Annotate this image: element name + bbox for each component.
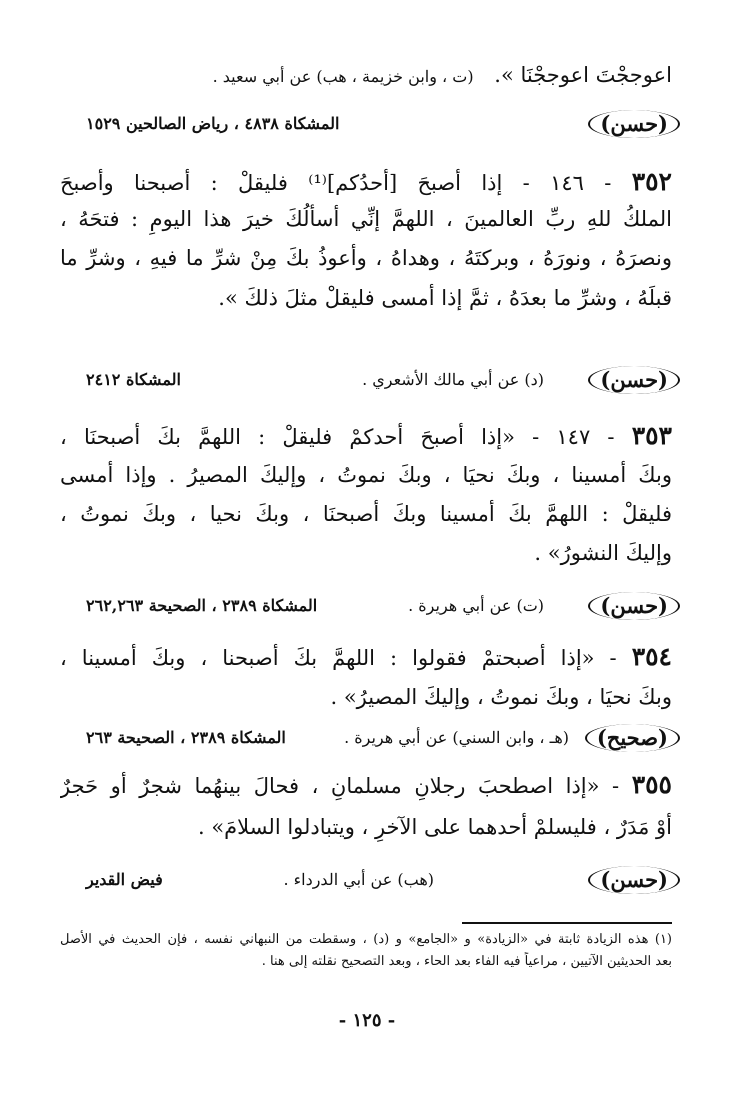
hadith-citation: (هب) عن أبي الدرداء . [283,870,434,889]
hadith-353-line-3: فليقلْ : اللهمَّ بكَ أمسينا وبكَ أصبحنَا ، وبكَ نحيا ، وبكَ نموتُ ، [60,502,672,526]
hadith-number: ٣٥٤ [631,642,672,671]
hadith-citation: (د) عن أبي مالك الأشعري . [362,370,544,389]
hadith-citation: (هـ ، وابن السني) عن أبي هريرة . [344,728,569,747]
footnote-line-1: (١) هذه الزيادة ثابتة في «الزيادة» و «الجامع» و (د) ، وسقطت من النبهاني نفسه ، فإن الحديث في الأصل [60,932,672,947]
grade-badge: (حسن) [588,366,680,394]
grade-sources: المشكاة ٢٣٨٩ ، الصحيحة ٢٦٢,٢٦٣ [86,596,318,615]
hadith-353-line-4: وإليكَ النشورُ» . [534,541,672,565]
page-number: - ١٢٥ - [338,1010,396,1031]
hadith-355-line-1 [60,768,672,802]
grade-row-355 [588,864,680,896]
hadith-354-line-1 [60,640,672,674]
grade-sources: فيض القدير [86,870,163,889]
hadith-text: - ١٤٦ - إذا أصبحَ [أحدُكم]⁽¹⁾ فليقلْ : أصبحنا وأصبحَ [60,171,612,195]
hadith-continuation-line [60,58,672,92]
hadith-citation: (ت ، وابن خزيمة ، هب) عن أبي سعيد . [212,67,474,86]
grade-row-353 [588,590,680,622]
grade-badge: (حسن) [588,592,680,620]
grade-sources: المشكاة ٢٤١٢ [86,370,181,389]
grade-badge: (حسن) [588,866,680,894]
hadith-353-line-2: وبكَ أمسينا ، وبكَ نحيَا ، وبكَ نموتُ ، وإليكَ المصيرُ . وإذا أمسى [60,463,672,487]
hadith-354-line-2: وبكَ نحيَا ، وبكَ نموتُ ، وإليكَ المصيرُ» . [330,685,672,709]
grade-row-352 [588,364,680,396]
hadith-352-line-1 [60,165,672,199]
grade-badge: (صحيح) [585,724,680,752]
hadith-text-fragment: اعوججْتَ اعوججْنَا ». [494,63,672,87]
hadith-text: - ١٤٧ - «إذا أصبحَ أحدكمْ فليقلْ : اللهمَّ بكَ أصبحنَا ، [60,425,615,449]
grade-sources: المشكاة ٤٨٣٨ ، رياض الصالحين ١٥٢٩ [86,114,340,133]
hadith-352-line-3: ونصرَهُ ، ونورَهُ ، وبركتَهُ ، وهداهُ ، وأعوذُ بكَ مِنْ شرِّ ما فيهِ ، وشرِّ ما [60,246,672,270]
hadith-text: - «إذا أصبحتمْ فقولوا : اللهمَّ بكَ أصبحنا ، وبكَ أمسينا ، [60,646,617,670]
hadith-text: - «إذا اصطحبَ رجلانِ مسلمانِ ، فحالَ بينهُما شجرٌ أو حَجرٌ [60,774,620,798]
hadith-352-line-4: قبلَهُ ، وشرِّ ما بعدَهُ ، ثمَّ إذا أمسى فليقلْ مثلَ ذلكَ ». [218,286,672,310]
hadith-citation: (ت) عن أبي هريرة . [408,596,544,615]
hadith-number: ٣٥٣ [631,421,672,450]
hadith-353-line-1 [60,419,672,453]
hadith-number: ٣٥٥ [631,770,672,799]
grade-badge: (حسن) [588,110,680,138]
footnote-separator [462,922,672,924]
grade-row-354 [585,722,680,754]
footnote-line-2: بعد الحديثين الآتيين ، مراعياً فيه الفاء بعد الحاء ، وبعد التصحيح نقلته إلى هنا . [261,954,672,969]
hadith-number: ٣٥٢ [631,167,672,196]
grade-sources: المشكاة ٢٣٨٩ ، الصحيحة ٢٦٣ [86,728,286,747]
hadith-352-line-2: الملكُ للهِ ربِّ العالمينَ ، اللهمَّ إنِّي أسألُكَ خيرَ هذا اليومِ : فتحَهُ ، [60,207,672,231]
hadith-355-line-2: أوْ مَدَرٌ ، فليسلمْ أحدهما على الآخرِ ، ويتبادلوا السلامَ» . [197,815,672,839]
grade-row [588,108,680,140]
